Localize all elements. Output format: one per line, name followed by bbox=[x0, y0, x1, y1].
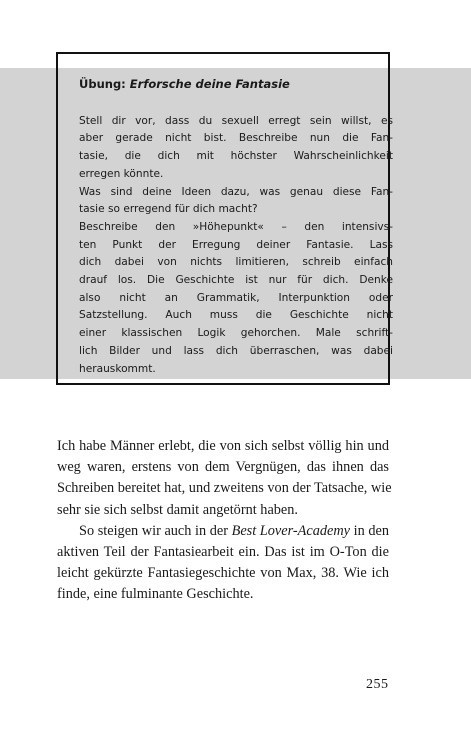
exercise-line: Satzstellung. Auch muss die Geschichte nicht bbox=[79, 309, 393, 322]
paragraph-1 bbox=[57, 436, 392, 521]
body-line: finde, eine fulminante Geschichte. bbox=[57, 586, 254, 603]
exercise-text bbox=[79, 113, 393, 379]
exercise-title-text: Erforsche deine Fantasie bbox=[129, 77, 290, 91]
exercise-title bbox=[79, 76, 393, 94]
exercise-line: Was sind deine Ideen dazu, was genau diese Fan- bbox=[79, 185, 393, 198]
exercise-frame-left bbox=[56, 52, 58, 385]
academy-name: Best Lover-Academy bbox=[231, 522, 351, 539]
body-line: weg waren, erstens von dem Vergnügen, das ihnen das bbox=[57, 459, 389, 476]
exercise-line: erregen könnte. bbox=[79, 167, 164, 180]
body-line: aktiven Teil der Fantasiearbeit ein. Das ist im O-Ton die bbox=[57, 544, 389, 561]
paragraph-2-start: So steigen wir auch in der bbox=[79, 522, 232, 539]
exercise-line: einer klassischen Logik gehorchen. Male schrift- bbox=[79, 327, 393, 340]
exercise-frame-top bbox=[56, 52, 390, 54]
exercise-line: tasie, die dich mit höchster Wahrscheinlichkeit bbox=[79, 150, 393, 163]
exercise-line: aber gerade nicht bist. Beschreibe nun die Fan- bbox=[79, 132, 393, 145]
paragraph-2 bbox=[57, 521, 389, 606]
exercise-line: dich dabei von nichts limitieren, schreib einfach bbox=[79, 256, 393, 269]
body-line-first bbox=[57, 521, 389, 542]
exercise-line: lich Bilder und lass dich überraschen, was dabei bbox=[79, 344, 393, 357]
paragraph-2-after: in den bbox=[350, 522, 389, 539]
exercise-frame-bottom bbox=[56, 383, 390, 385]
exercise-line: drauf los. Die Geschichte ist nur für dich. Denke bbox=[79, 274, 393, 287]
exercise-line: Stell dir vor, dass du sexuell erregt sein willst, es bbox=[79, 114, 393, 127]
body-text bbox=[57, 436, 392, 606]
body-line: leicht gekürzte Fantasiegeschichte von Max, 38. Wie ich bbox=[57, 565, 389, 582]
exercise-line: Beschreibe den »Höhepunkt« – den intensivs- bbox=[79, 220, 393, 233]
body-line: Ich habe Männer erlebt, die von sich selbst völlig hin und bbox=[57, 438, 389, 454]
exercise-line: ten Punkt der Erregung deiner Fantasie. Lass bbox=[79, 238, 393, 251]
exercise-line: herauskommt. bbox=[79, 362, 156, 375]
exercise-line: also nicht an Grammatik, Interpunktion oder bbox=[79, 291, 393, 304]
body-line: sehr sie sich selbst damit angetörnt haben. bbox=[57, 501, 299, 518]
exercise-box bbox=[79, 76, 393, 378]
body-line: Schreiben bereitet hat, und zweitens von der Tatsache, wie bbox=[57, 480, 392, 497]
exercise-line: tasie so erregend für dich macht? bbox=[79, 203, 258, 216]
page-number: 255 bbox=[366, 677, 389, 692]
exercise-title-lead: Übung: bbox=[79, 77, 126, 91]
